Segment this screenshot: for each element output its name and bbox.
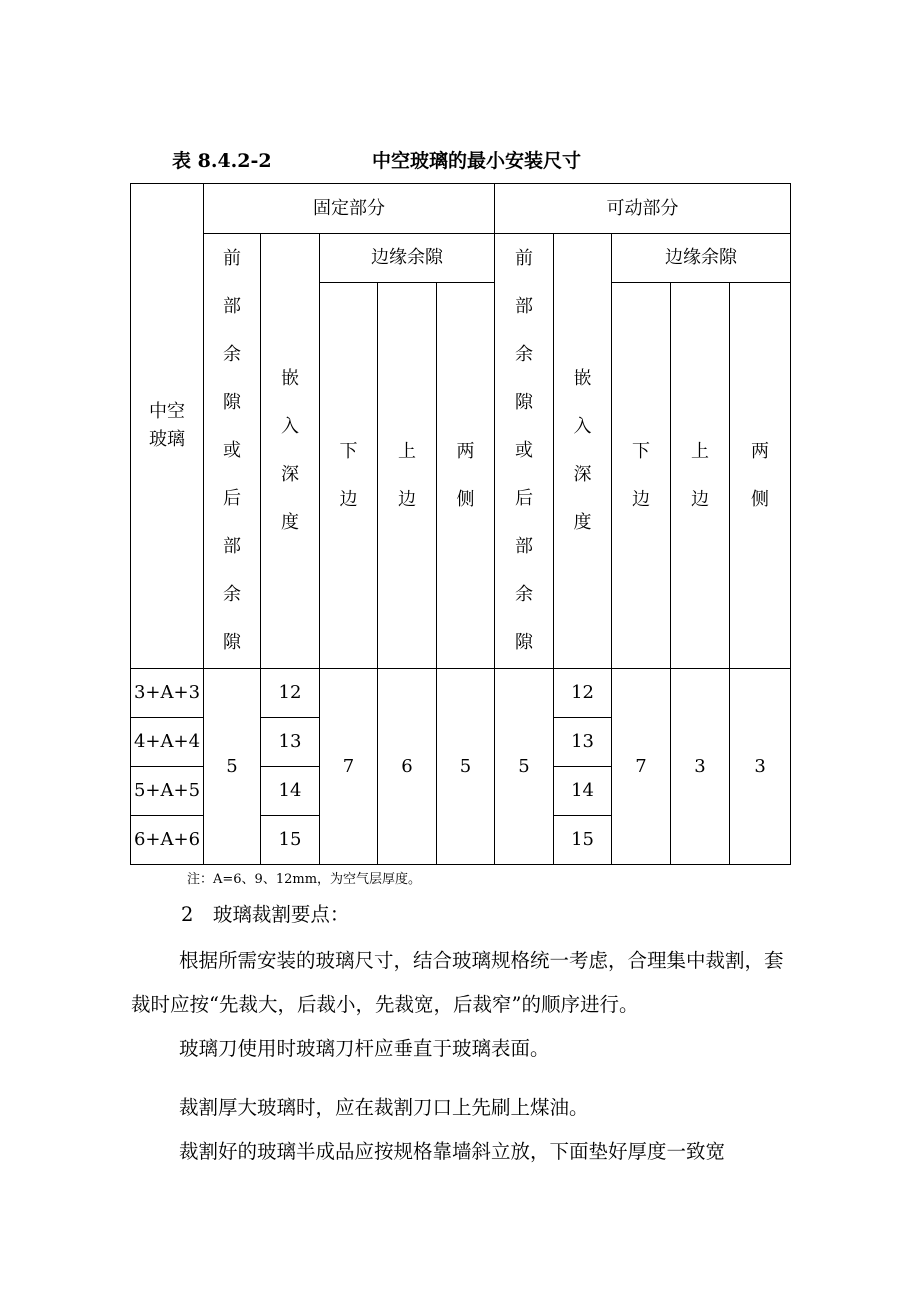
glass-spec: 3+A+3 bbox=[131, 669, 204, 718]
paragraph: 裁割好的玻璃半成品应按规格靠墙斜立放，下面垫好厚度一致宽 bbox=[179, 1140, 726, 1163]
glass-spec: 6+A+6 bbox=[131, 816, 204, 865]
header-front-clearance-fixed: 前部余隙或后部余隙 bbox=[204, 234, 261, 669]
glass-spec: 4+A+4 bbox=[131, 718, 204, 767]
header-bottom-fixed: 下边 bbox=[320, 283, 378, 669]
header-fixed-part: 固定部分 bbox=[204, 184, 495, 234]
movable-bottom-clearance: 7 bbox=[612, 669, 671, 865]
header-sides-movable: 两侧 bbox=[730, 283, 791, 669]
fixed-bottom-clearance: 7 bbox=[320, 669, 378, 865]
table-title: 中空玻璃的最小安装尺寸 bbox=[372, 150, 582, 172]
header-edge-clearance-fixed: 边缘余隙 bbox=[320, 234, 495, 283]
header-top-fixed: 上边 bbox=[378, 283, 437, 669]
fixed-front-clearance: 5 bbox=[204, 669, 261, 865]
header-edge-clearance-movable: 边缘余隙 bbox=[612, 234, 791, 283]
paragraph: 玻璃刀使用时玻璃刀杆应垂直于玻璃表面。 bbox=[179, 1037, 550, 1060]
fixed-embed-depth: 14 bbox=[261, 767, 320, 816]
paragraph: 根据所需安装的玻璃尺寸，结合玻璃规格统一考虑，合理集中裁割，套裁时应按“先裁大，后裁小，先裁宽，后裁窄”的顺序进行。 bbox=[131, 949, 784, 1016]
glass-spec: 5+A+5 bbox=[131, 767, 204, 816]
fixed-sides-clearance: 5 bbox=[437, 669, 495, 865]
header-top-movable: 上边 bbox=[671, 283, 730, 669]
movable-embed-depth: 12 bbox=[554, 669, 612, 718]
header-bottom-movable: 下边 bbox=[612, 283, 671, 669]
header-embed-depth-movable: 嵌入深度 bbox=[554, 234, 612, 669]
installation-size-table bbox=[130, 183, 791, 865]
paragraph: 裁割厚大玻璃时，应在裁割刀口上先刷上煤油。 bbox=[179, 1096, 589, 1119]
movable-top-clearance: 3 bbox=[671, 669, 730, 865]
header-embed-depth-fixed: 嵌入深度 bbox=[261, 234, 320, 669]
fixed-top-clearance: 6 bbox=[378, 669, 437, 865]
section-heading: 2 玻璃裁割要点： bbox=[181, 903, 350, 926]
header-sides-fixed: 两侧 bbox=[437, 283, 495, 669]
table-caption bbox=[172, 146, 582, 173]
header-hollow-glass: 中空玻璃 bbox=[131, 184, 204, 669]
fixed-embed-depth: 15 bbox=[261, 816, 320, 865]
movable-embed-depth: 13 bbox=[554, 718, 612, 767]
fixed-embed-depth: 13 bbox=[261, 718, 320, 767]
table-note: 注：A=6、9、12mm，为空气层厚度。 bbox=[187, 872, 422, 887]
movable-front-clearance: 5 bbox=[495, 669, 554, 865]
header-movable-part: 可动部分 bbox=[495, 184, 791, 234]
movable-embed-depth: 14 bbox=[554, 767, 612, 816]
table-row bbox=[131, 669, 791, 718]
header-front-clearance-movable: 前部余隙或后部余隙 bbox=[495, 234, 554, 669]
table-number: 表 8.4.2-2 bbox=[172, 150, 272, 172]
movable-sides-clearance: 3 bbox=[730, 669, 791, 865]
fixed-embed-depth: 12 bbox=[261, 669, 320, 718]
movable-embed-depth: 15 bbox=[554, 816, 612, 865]
